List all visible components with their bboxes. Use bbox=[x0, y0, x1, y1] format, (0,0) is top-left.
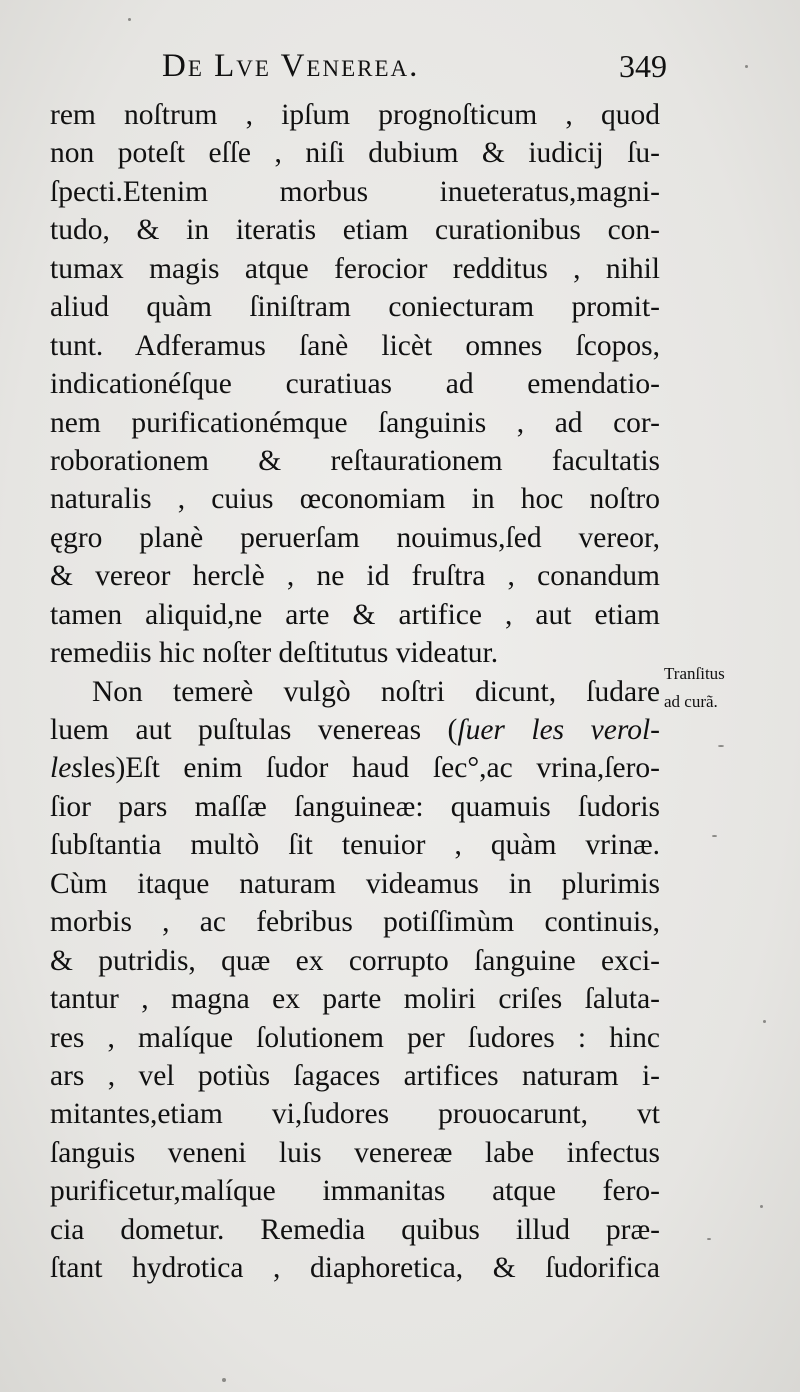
text-line: ſtant hydrotica , diaphoretica, & ſudorifica bbox=[50, 1252, 660, 1285]
text-line: & vereor herclè , ne id fruſtra , conandum bbox=[50, 560, 660, 593]
text-line: rem noſtrum , ipſum prognoſticum , quod bbox=[50, 99, 660, 131]
text-line: tamen aliquid,ne arte & artifice , aut etiam bbox=[50, 598, 660, 631]
italic-run: les bbox=[50, 752, 83, 785]
text-line: res , malíque ſolutionem per ſudores : hinc bbox=[50, 1021, 660, 1054]
marginal-note-line: ad curã. bbox=[664, 692, 718, 711]
paper-speck bbox=[707, 1238, 711, 1240]
text-line: Cùm itaque naturam videamus in plurimis bbox=[50, 867, 660, 900]
paper-speck bbox=[763, 1020, 766, 1023]
text-line: mitantes,etiam vi,ſudores prouocarunt, vt bbox=[50, 1098, 660, 1131]
text-line: remediis hic noſter deſtitutus videatur. bbox=[50, 637, 499, 670]
italic-run: ſuer les verol- bbox=[457, 714, 660, 746]
text-run: luem aut puſtulas venereas ( bbox=[50, 714, 458, 746]
page-header bbox=[162, 48, 667, 92]
paper-speck bbox=[222, 1378, 226, 1382]
text-line: cia dometur. Remedia quibus illud præ- bbox=[50, 1213, 660, 1246]
text-line: naturalis , cuius œconomiam in hoc noſtro bbox=[50, 483, 660, 516]
text-run: les)Eſt enim ſudor haud ſec°,ac vrina,ſero- bbox=[82, 752, 660, 785]
text-line: purificetur,malíque immanitas atque fero- bbox=[50, 1175, 660, 1208]
text-line-mixed bbox=[50, 749, 660, 787]
text-line: ſubſtantia multò ſit tenuior , quàm vrinæ. bbox=[50, 829, 660, 862]
text-line: tumax magis atque ferocior redditus , nihil bbox=[50, 252, 660, 285]
text-line: nem purificationémque ſanguinis , ad cor- bbox=[50, 406, 660, 439]
text-line: tunt. Adferamus ſanè licèt omnes ſcopos, bbox=[50, 329, 660, 362]
marginal-note bbox=[664, 660, 774, 716]
text-line: morbis , ac febribus potiſſimùm continuis, bbox=[50, 906, 660, 939]
text-line: ars , vel potiùs ſagaces artifices naturam i- bbox=[50, 1059, 660, 1092]
running-title: De Lve Venerea. bbox=[162, 48, 420, 84]
text-line: non poteſt eſſe , niſi dubium & iudicij ſu- bbox=[50, 137, 660, 170]
text-line: aliud quàm ſiniſtram coniecturam promit- bbox=[50, 291, 660, 324]
text-line: indicationéſque curatiuas ad emendatio- bbox=[50, 368, 660, 401]
paper-speck bbox=[128, 18, 131, 21]
text-line-mixed bbox=[50, 711, 660, 749]
body-text bbox=[50, 96, 660, 1288]
paper-speck bbox=[760, 1205, 763, 1208]
text-line: & putridis, quæ ex corrupto ſanguine exci- bbox=[50, 944, 660, 977]
text-line: tudo, & in iteratis etiam curationibus con- bbox=[50, 214, 660, 247]
paper-speck bbox=[718, 745, 724, 747]
text-line: Non temerè vulgò noſtri dicunt, ſudare bbox=[92, 675, 660, 708]
page-number: 349 bbox=[619, 48, 667, 84]
text-line: ſpecti.Etenim morbus inueteratus,magni- bbox=[50, 175, 660, 208]
text-line: ſanguis veneni luis venereæ labe infectus bbox=[50, 1136, 660, 1169]
text-line: ęgro planè peruerſam nouimus,ſed vereor, bbox=[50, 521, 660, 554]
paper-speck bbox=[745, 65, 748, 68]
text-line: ſior pars maſſæ ſanguineæ: quamuis ſudoris bbox=[50, 790, 660, 823]
text-line: tantur , magna ex parte moliri criſes ſaluta- bbox=[50, 983, 660, 1016]
marginal-note-line: Tranſitus bbox=[664, 664, 725, 683]
text-line: roborationem & reſtaurationem facultatis bbox=[50, 444, 660, 477]
paper-speck bbox=[712, 835, 717, 837]
